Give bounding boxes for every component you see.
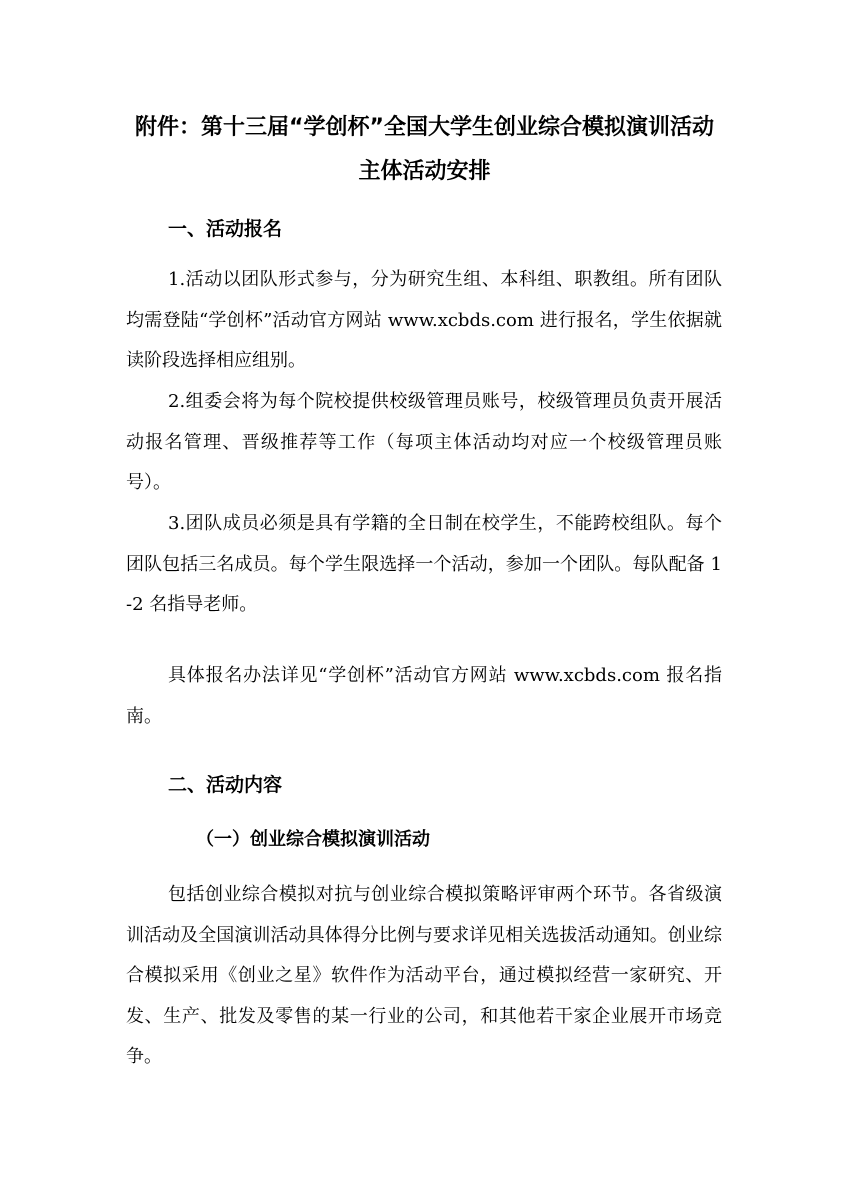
section-heading-content: 二、活动内容 — [168, 774, 283, 796]
paragraph-registration-2: 2.组委会将为每个院校提供校级管理员账号，校级管理员负责开展活动报名管理、晋级推荐等工作（每项主体活动均对应一个校级管理员账号）。 — [126, 391, 722, 493]
document-title-line2: 主体活动安排 — [358, 159, 491, 184]
document-title-line1: 附件：第十三届“学创杯”全国大学生创业综合模拟演训活动 — [135, 115, 714, 140]
paragraph-registration-3: 3.团队成员必须是具有学籍的全日制在校学生，不能跨校组队。每个团队包括三名成员。每个学生限选择一个活动，参加一个团队。每队配备 1-2 名指导老师。 — [126, 513, 722, 615]
paragraph-registration-1: 1.活动以团队形式参与，分为研究生组、本科组、职教组。所有团队均需登陆“学创杯”活动官方网站 www.xcbds.com 进行报名，学生依据就读阶段选择相应组别。 — [126, 269, 722, 371]
paragraph-simulation: 包括创业综合模拟对抗与创业综合模拟策略评审两个环节。各省级演训活动及全国演训活动具体得分比例与要求详见相关选拔活动通知。创业综合模拟采用《创业之星》软件作为活动平台，通过模拟经营一家研究、开发、生产、批发及零售的某一行业的公司，和其他若干家企业展开市场竞争。 — [126, 884, 722, 1067]
subsection-heading-simulation: （一）创业综合模拟演训活动 — [196, 829, 430, 850]
section-heading-registration: 一、活动报名 — [168, 218, 283, 240]
paragraph-registration-guide: 具体报名办法详见“学创杯”活动官方网站 www.xcbds.com 报名指南。 — [126, 665, 722, 727]
